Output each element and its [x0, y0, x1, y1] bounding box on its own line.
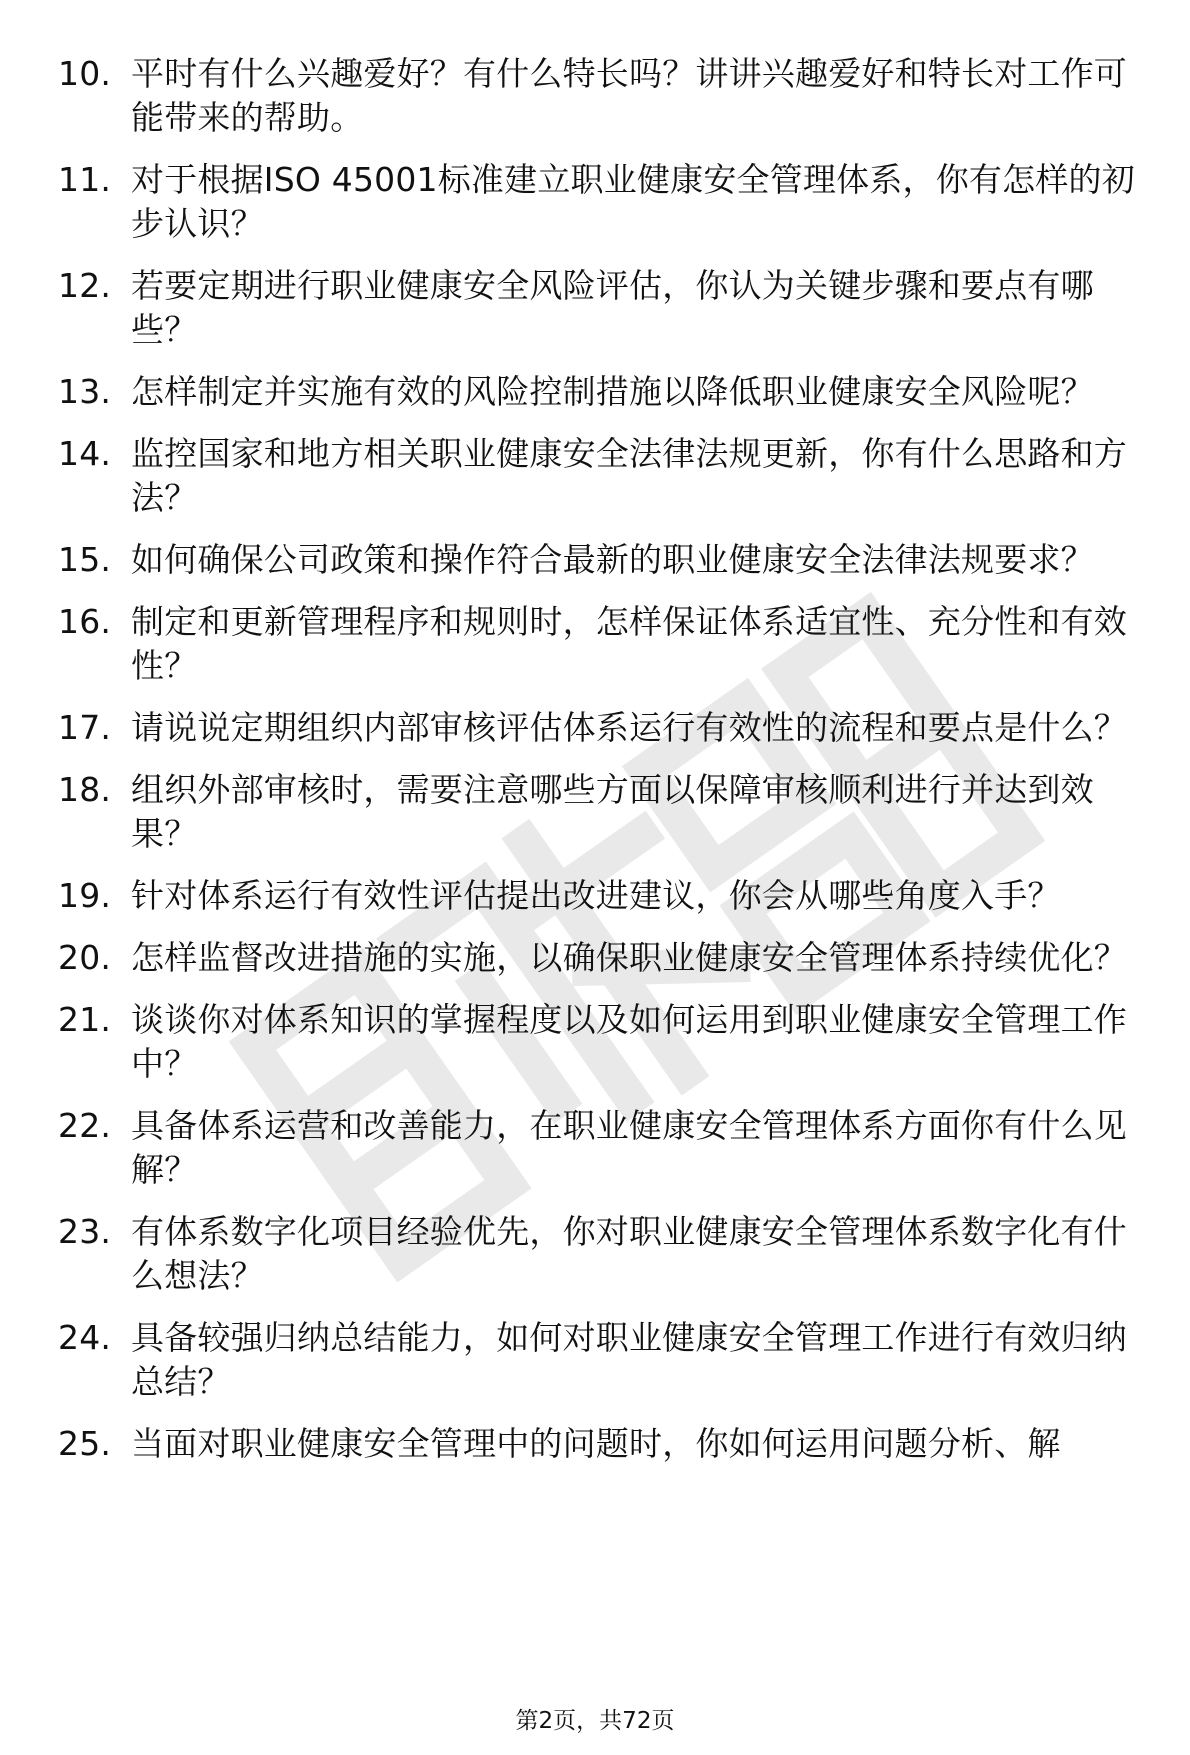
question-item	[0, 264, 1190, 352]
question-item	[0, 998, 1190, 1086]
question-number: 11.	[58, 160, 112, 199]
question-number: 21.	[58, 1000, 112, 1039]
question-item	[0, 768, 1190, 856]
question-number: 22.	[58, 1106, 112, 1145]
question-text: 平时有什么兴趣爱好？有什么特长吗？讲讲兴趣爱好和特长对工作可能带来的帮助。	[131, 54, 1127, 137]
question-text: 当面对职业健康安全管理中的问题时，你如何运用问题分析、解	[131, 1424, 1061, 1463]
question-number: 12.	[58, 266, 112, 305]
question-item	[0, 936, 1190, 980]
question-item	[0, 538, 1190, 582]
question-text: 有体系数字化项目经验优先，你对职业健康安全管理体系数字化有什么想法？	[131, 1212, 1127, 1295]
question-text: 监控国家和地方相关职业健康安全法律法规更新，你有什么思路和方法？	[131, 434, 1127, 517]
question-text: 怎样制定并实施有效的风险控制措施以降低职业健康安全风险呢？	[131, 372, 1094, 411]
question-item	[0, 52, 1190, 140]
question-text: 制定和更新管理程序和规则时，怎样保证体系适宜性、充分性和有效性？	[131, 602, 1127, 685]
question-number: 20.	[58, 938, 112, 977]
question-number: 16.	[58, 602, 112, 641]
question-item	[0, 1316, 1190, 1404]
question-item	[0, 1210, 1190, 1298]
question-number: 19.	[58, 876, 112, 915]
question-item	[0, 1104, 1190, 1192]
question-text: 组织外部审核时，需要注意哪些方面以保障审核顺利进行并达到效果？	[131, 770, 1094, 853]
question-item	[0, 158, 1190, 246]
question-text: 请说说定期组织内部审核评估体系运行有效性的流程和要点是什么？	[131, 708, 1127, 747]
question-text: 针对体系运行有效性评估提出改进建议，你会从哪些角度入手？	[131, 876, 1061, 915]
question-number: 23.	[58, 1212, 112, 1251]
question-item	[0, 706, 1190, 750]
question-text: 如何确保公司政策和操作符合最新的职业健康安全法律法规要求？	[131, 540, 1094, 579]
question-number: 24.	[58, 1318, 112, 1357]
question-number: 17.	[58, 708, 112, 747]
question-number: 18.	[58, 770, 112, 809]
question-item	[0, 1422, 1190, 1466]
question-text: 具备较强归纳总结能力，如何对职业健康安全管理工作进行有效归纳总结？	[131, 1318, 1127, 1401]
page-footer: 第2页，共72页	[515, 1708, 675, 1734]
question-text: 对于根据ISO 45001标准建立职业健康安全管理体系，你有怎样的初步认识？	[131, 160, 1135, 243]
question-item	[0, 600, 1190, 688]
question-item	[0, 874, 1190, 918]
question-text: 具备体系运营和改善能力，在职业健康安全管理体系方面你有什么见解？	[131, 1106, 1127, 1189]
question-text: 谈谈你对体系知识的掌握程度以及如何运用到职业健康安全管理工作中？	[131, 1000, 1127, 1083]
question-number: 25.	[58, 1424, 112, 1463]
question-number: 15.	[58, 540, 112, 579]
question-number: 13.	[58, 372, 112, 411]
question-item	[0, 432, 1190, 520]
question-number: 14.	[58, 434, 112, 473]
question-text: 怎样监督改进措施的实施，以确保职业健康安全管理体系持续优化？	[131, 938, 1127, 977]
question-number: 10.	[58, 54, 112, 93]
question-list	[0, 52, 1190, 1484]
question-text: 若要定期进行职业健康安全风险评估，你认为关键步骤和要点有哪些？	[131, 266, 1094, 349]
question-item	[0, 370, 1190, 414]
